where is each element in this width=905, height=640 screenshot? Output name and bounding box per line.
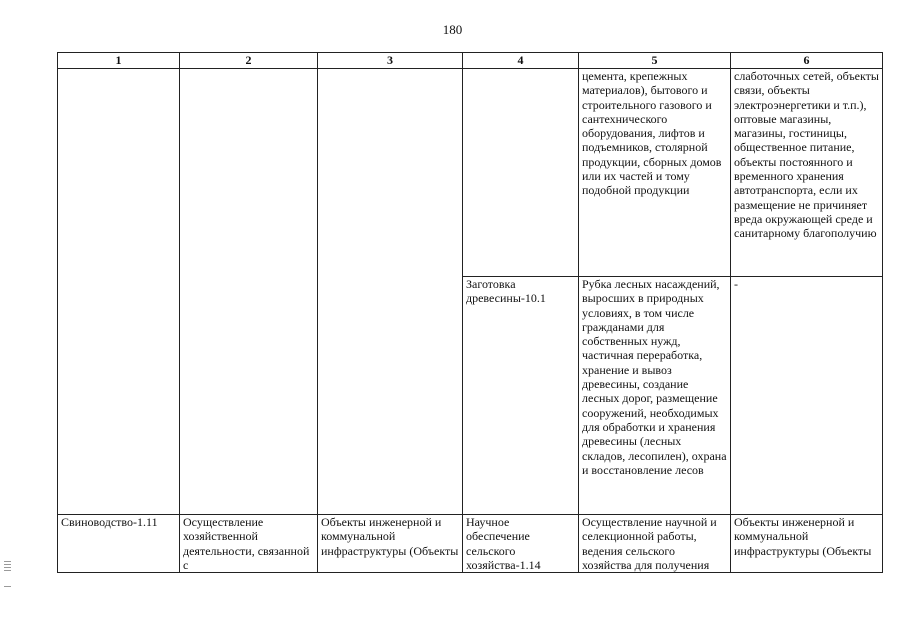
header-col-5: 5	[579, 53, 731, 69]
header-col-6: 6	[731, 53, 883, 69]
cell-c2	[180, 69, 318, 515]
cell-c1	[58, 69, 180, 515]
cell-c5: Рубка лесных насаждений, выросших в природных условиях, в том числе гражданами для собственных нужд, частичная переработка, хранение и вывоз древесины, создание лесных дорог, размещение сооружений, необходимых для обработки и хранения древесины (лесных складов, лесопилен), охрана и восстановление лесов	[579, 277, 731, 515]
cell-c2: Осуществление хозяйственной деятельности, связанной с	[180, 515, 318, 573]
cell-c4: Научное обеспечение сельского хозяйства-1.14	[463, 515, 579, 573]
page-number: 180	[442, 22, 463, 37]
cell-c6: -	[731, 277, 883, 515]
table-row	[58, 69, 883, 277]
scan-edge-line	[4, 586, 11, 587]
cell-c3: Объекты инженерной и коммунальной инфраструктуры (Объекты	[318, 515, 463, 573]
cell-c5: цемента, крепежных материалов), бытового и строительного газового и сантехнического оборудования, лифтов и подъемников, столярной продукции, сборных домов или их частей и тому подобной продукции	[579, 69, 731, 277]
cell-c4	[463, 69, 579, 277]
header-col-3: 3	[318, 53, 463, 69]
scan-edge-line	[4, 561, 11, 562]
cell-c6: слаботочных сетей, объекты связи, объекты электроэнергетики и т.п.), оптовые магазины, магазины, гостиницы, общественное питание, объекты постоянного и временного хранения автотранспорта, если их размещение не причиняет вреда окружающей среде и санитарному благополучию	[731, 69, 883, 277]
table-row	[58, 515, 883, 573]
land-use-table	[57, 52, 883, 573]
header-col-4: 4	[463, 53, 579, 69]
cell-c6: Объекты инженерной и коммунальной инфраструктуры (Объекты	[731, 515, 883, 573]
header-col-2: 2	[180, 53, 318, 69]
scan-edge-line	[4, 567, 11, 568]
scan-edge-line	[4, 564, 11, 565]
cell-c1: Свиноводство-1.11	[58, 515, 180, 573]
table-header-row	[58, 53, 883, 69]
scan-edge-line	[4, 570, 11, 571]
cell-c5: Осуществление научной и селекционной работы, ведения сельского хозяйства для получения	[579, 515, 731, 573]
cell-c4: Заготовка древесины-10.1	[463, 277, 579, 515]
cell-c3	[318, 69, 463, 515]
header-col-1: 1	[58, 53, 180, 69]
